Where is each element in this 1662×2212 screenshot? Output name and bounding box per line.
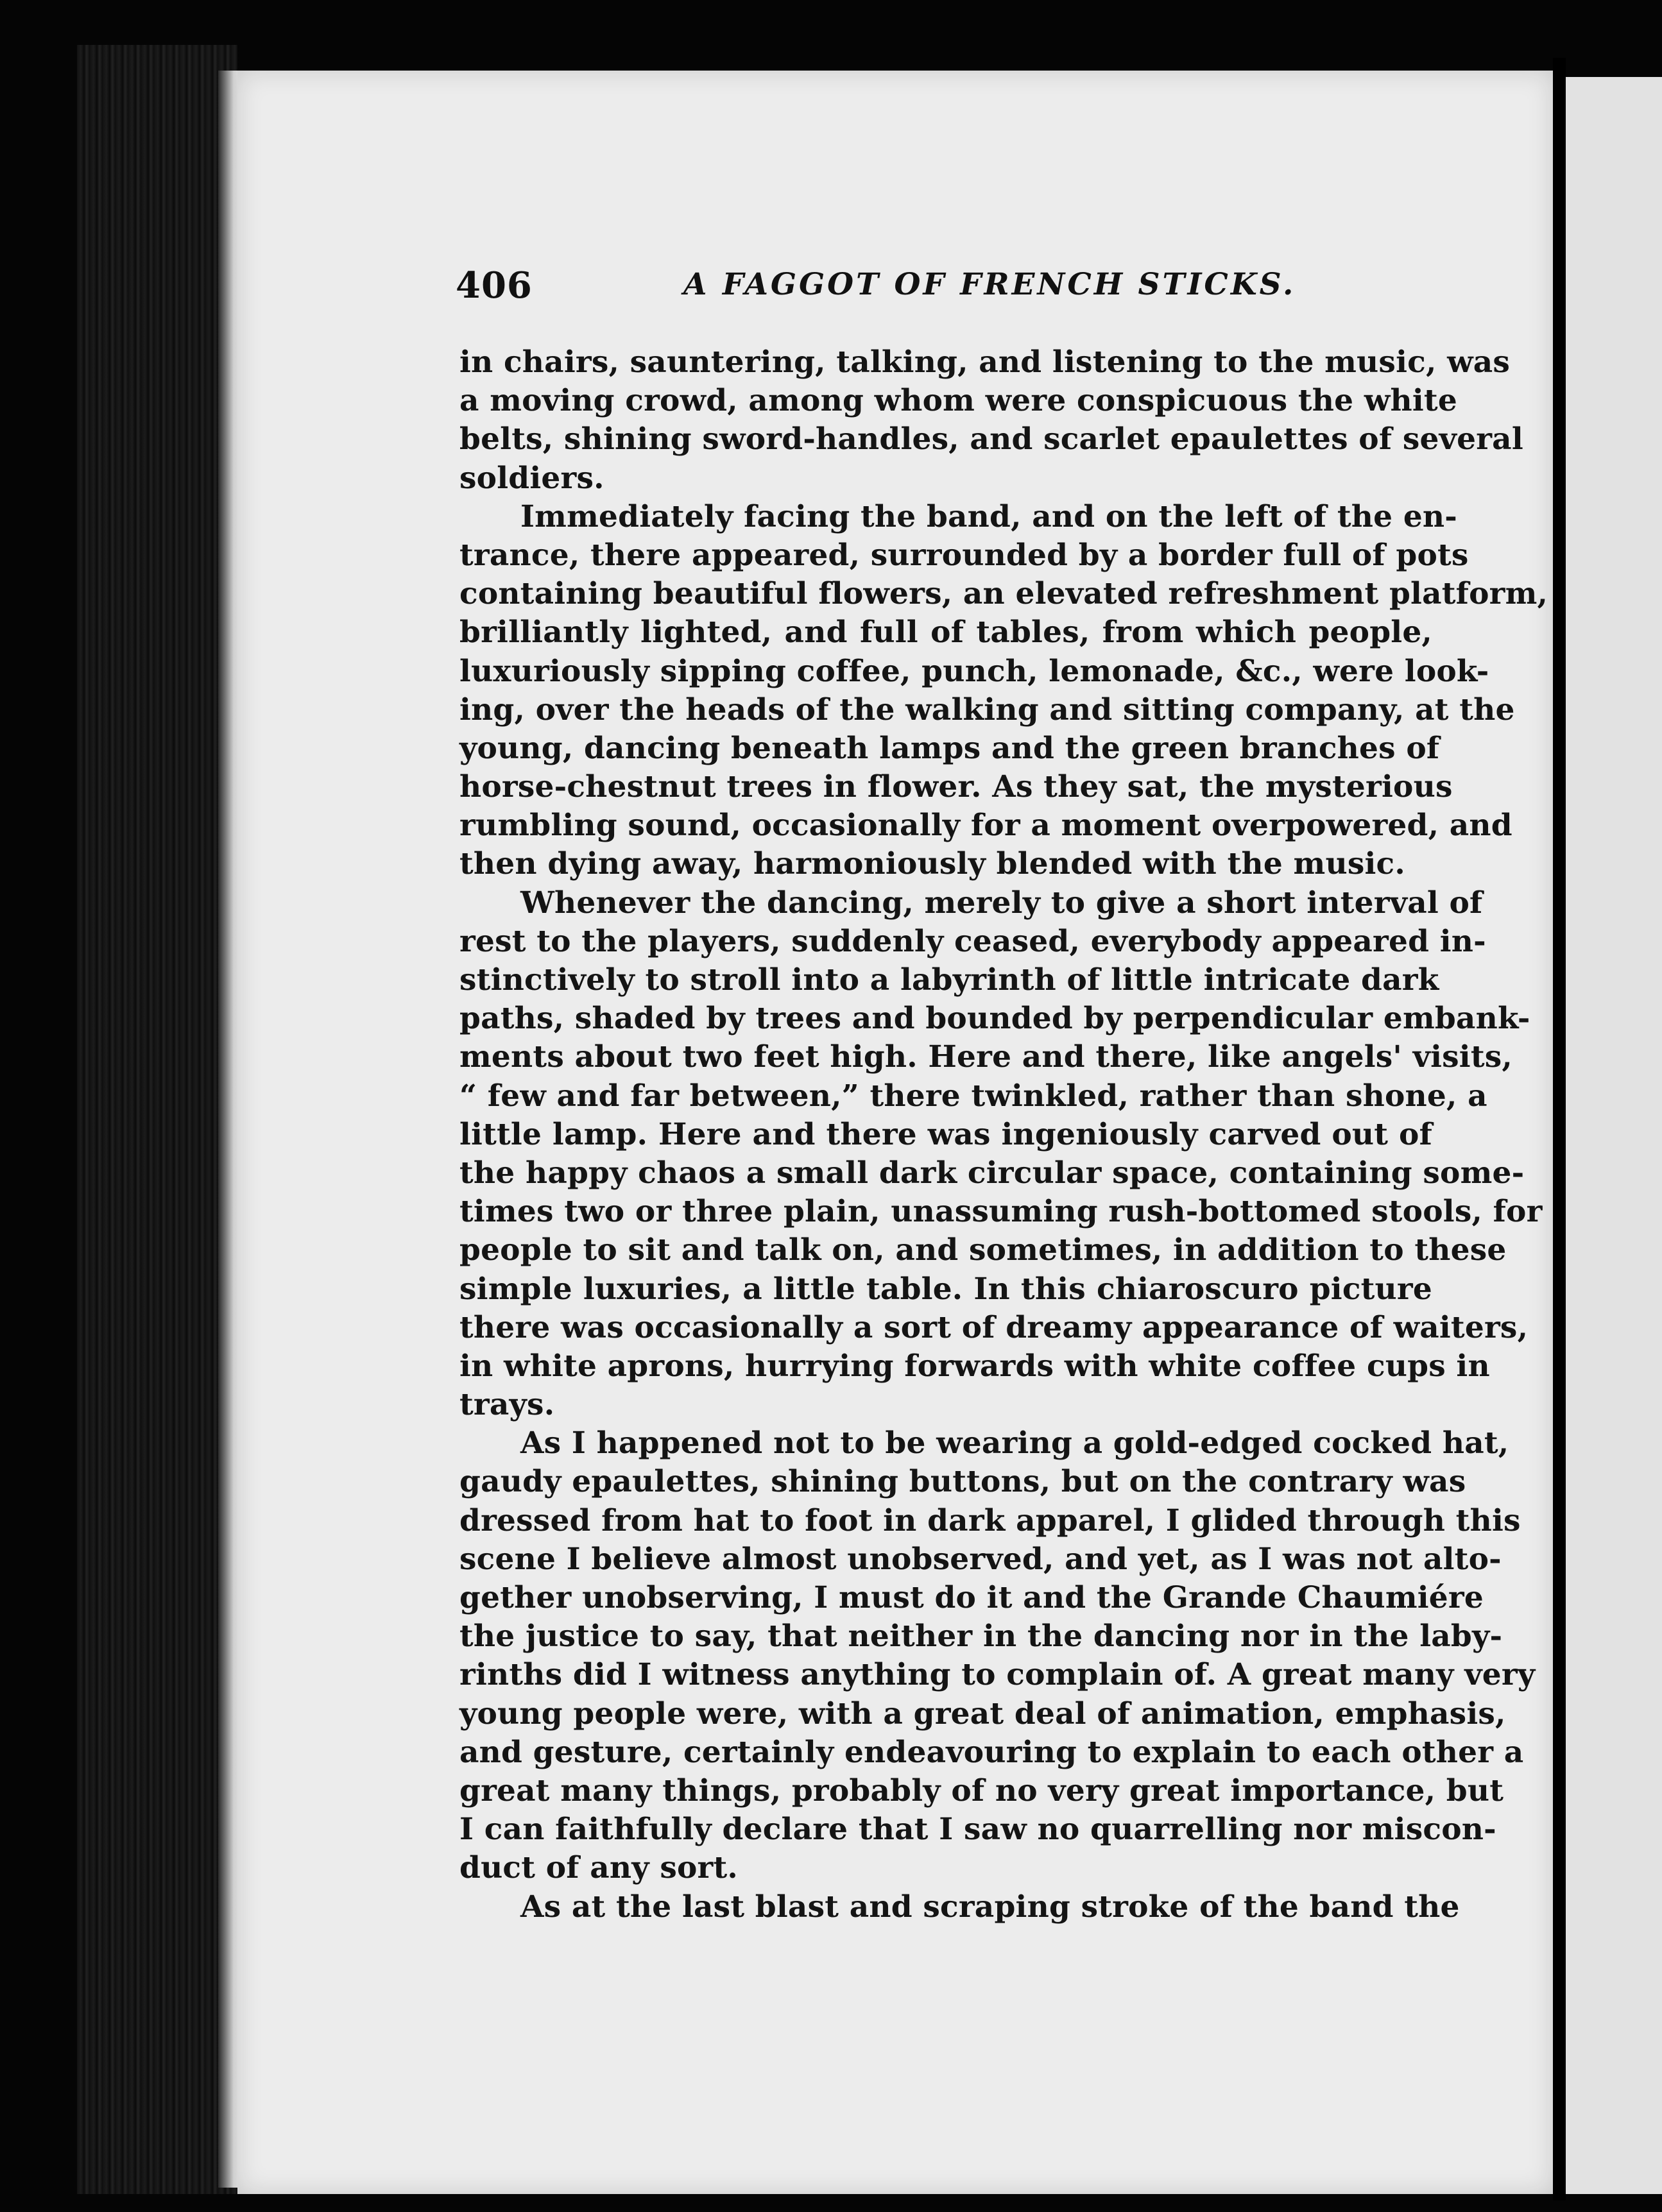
body-text — [459, 343, 1548, 1927]
text-line: simple luxuries, a little table. In this chiaroscuro picture — [459, 1271, 1432, 1307]
text-line: gaudy epaulettes, shining buttons, but on the contrary was — [459, 1464, 1466, 1500]
text-line: Whenever the dancing, merely to give a short interval of — [520, 885, 1483, 921]
text-line: ing, over the heads of the walking and sitting company, at the — [459, 692, 1515, 727]
text-line: brilliantly lighted, and full of tables, from which people, — [459, 615, 1432, 651]
text-line: young, dancing beneath lamps and the green branches of — [459, 730, 1440, 766]
text-line: and gesture, certainly endeavouring to explain to each other a — [459, 1734, 1524, 1770]
book-binding — [77, 45, 237, 2194]
text-line: dressed from hat to foot in dark apparel, I glided through this — [459, 1502, 1521, 1538]
text-line: luxuriously sipping coffee, punch, lemonade, &c., were look- — [459, 653, 1489, 689]
text-line: the justice to say, that neither in the dancing nor in the laby- — [459, 1619, 1503, 1655]
facing-page-edge — [1566, 77, 1662, 2194]
text-line: times two or three plain, unassuming rush-bottomed stools, for — [459, 1194, 1543, 1230]
text-line: As at the last blast and scraping stroke of the band the — [520, 1889, 1460, 1925]
text-line: scene I believe almost unobserved, and yet, as I was not alto- — [459, 1541, 1502, 1577]
text-line: rest to the players, suddenly ceased, everybody appeared in- — [459, 923, 1486, 959]
text-line: trance, there appeared, surrounded by a border full of pots — [459, 537, 1469, 573]
text-line: duct of any sort. — [459, 1850, 738, 1886]
text-line: As I happened not to be wearing a gold-edged cocked hat, — [520, 1425, 1509, 1461]
text-line: “ few and far between,” there twinkled, rather than shone, a — [459, 1078, 1487, 1114]
text-line: people to sit and talk on, and sometimes, in addition to these — [459, 1232, 1507, 1268]
text-line: containing beautiful flowers, an elevated refreshment platform, — [459, 576, 1548, 612]
text-line: little lamp. Here and there was ingeniously carved out of — [459, 1116, 1432, 1152]
text-line: rinths did I witness anything to complain of. A great many very — [459, 1657, 1536, 1693]
text-line: then dying away, harmoniously blended with the music. — [459, 846, 1405, 882]
running-head: A FAGGOT OF FRENCH STICKS. — [683, 267, 1296, 302]
text-line: Immediately facing the band, and on the left of the en- — [520, 498, 1458, 534]
text-line: young people were, with a great deal of animation, emphasis, — [459, 1696, 1506, 1731]
text-line: I can faithfully declare that I saw no quarrelling nor miscon- — [459, 1812, 1496, 1848]
text-line: paths, shaded by trees and bounded by perpendicular embank- — [459, 1001, 1530, 1037]
text-line: in white aprons, hurrying forwards with white coffee cups in — [459, 1348, 1490, 1384]
text-line: stinctively to stroll into a labyrinth of little intricate dark — [459, 962, 1439, 998]
text-line: the happy chaos a small dark circular space, containing some- — [459, 1155, 1525, 1191]
text-line: a moving crowd, among whom were conspicuous the white — [459, 383, 1457, 419]
text-line: rumbling sound, occasionally for a moment overpowered, and — [459, 808, 1512, 844]
page-number: 406 — [456, 264, 533, 307]
text-line: soldiers. — [459, 460, 604, 496]
text-line: belts, shining sword-handles, and scarlet epaulettes of several — [459, 421, 1523, 457]
text-line: great many things, probably of no very great importance, but — [459, 1773, 1504, 1808]
text-line: horse-chestnut trees in flower. As they sat, the mysterious — [459, 769, 1453, 805]
text-line: trays. — [459, 1387, 555, 1423]
text-line: ments about two feet high. Here and there, like angels' visits, — [459, 1039, 1512, 1075]
gutter — [1553, 58, 1566, 2200]
text-line: in chairs, sauntering, talking, and listening to the music, was — [459, 345, 1511, 380]
text-line: gether unobserving, I must do it and the Grande Chaumiére — [459, 1580, 1484, 1615]
page-header — [456, 264, 1431, 316]
text-line: there was occasionally a sort of dreamy appearance of waiters, — [459, 1309, 1529, 1345]
